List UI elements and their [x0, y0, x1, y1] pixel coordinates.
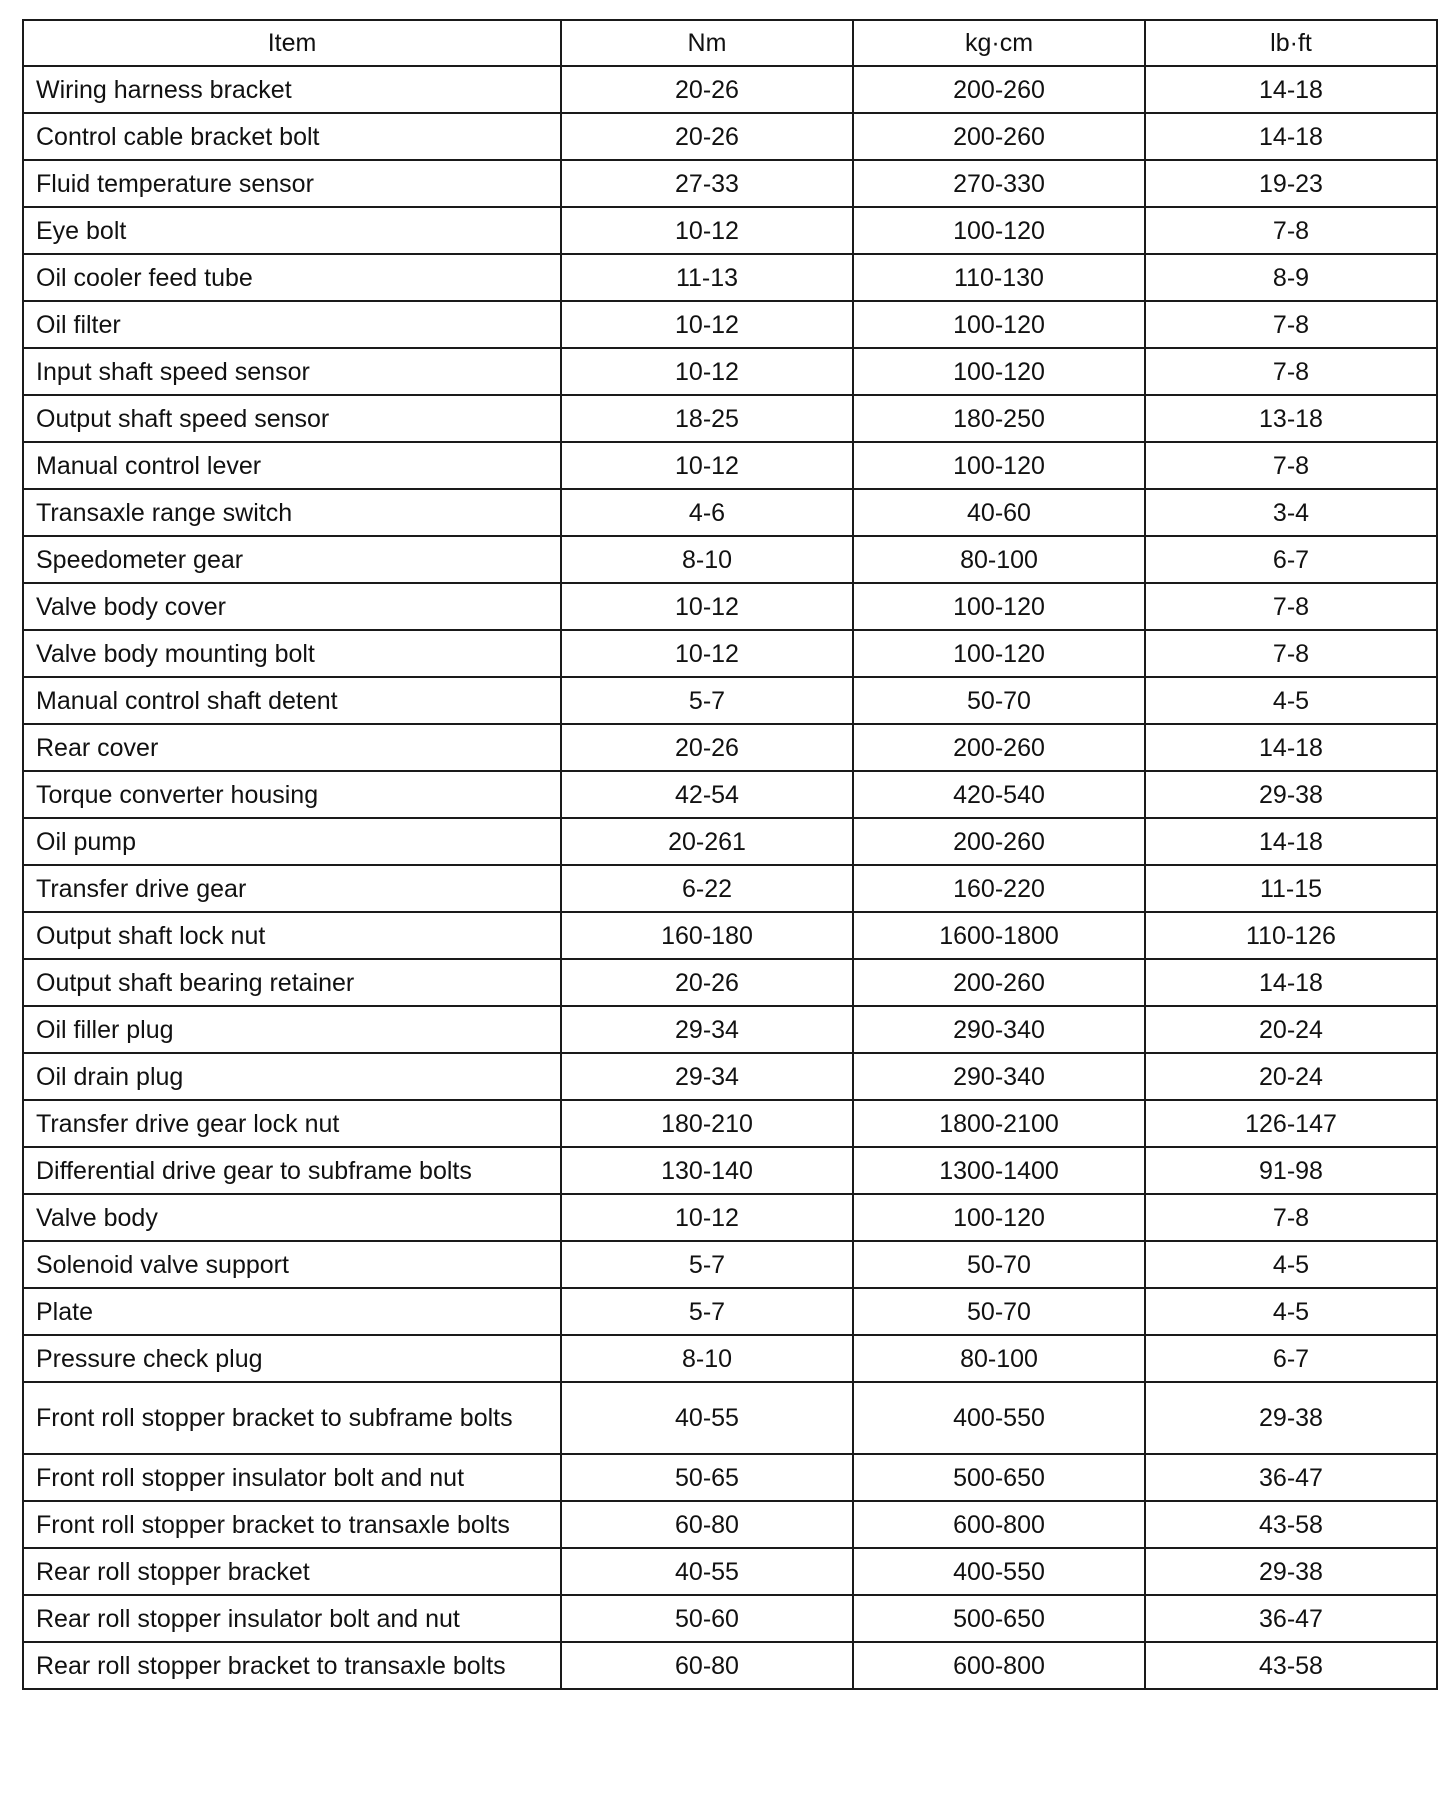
- cell-kgcm: 100-120: [853, 583, 1145, 630]
- cell-kgcm: 50-70: [853, 1288, 1145, 1335]
- cell-kgcm: 200-260: [853, 113, 1145, 160]
- cell-kgcm: 40-60: [853, 489, 1145, 536]
- cell-lbft: 13-18: [1145, 395, 1437, 442]
- table-row: [23, 959, 1437, 1006]
- cell-kgcm: 400-550: [853, 1382, 1145, 1454]
- cell-item: Rear cover: [23, 724, 561, 771]
- cell-kgcm: 100-120: [853, 207, 1145, 254]
- cell-kgcm: 100-120: [853, 1194, 1145, 1241]
- table-row: [23, 1454, 1437, 1501]
- cell-kgcm: 160-220: [853, 865, 1145, 912]
- cell-nm: 50-65: [561, 1454, 853, 1501]
- cell-nm: 40-55: [561, 1548, 853, 1595]
- cell-nm: 40-55: [561, 1382, 853, 1454]
- cell-lbft: 36-47: [1145, 1595, 1437, 1642]
- cell-lbft: 11-15: [1145, 865, 1437, 912]
- table-row: [23, 1382, 1437, 1454]
- table-row: [23, 1642, 1437, 1689]
- cell-kgcm: 1600-1800: [853, 912, 1145, 959]
- cell-kgcm: 290-340: [853, 1053, 1145, 1100]
- cell-nm: 29-34: [561, 1053, 853, 1100]
- cell-kgcm: 420-540: [853, 771, 1145, 818]
- table-row: [23, 1147, 1437, 1194]
- cell-lbft: 7-8: [1145, 301, 1437, 348]
- cell-kgcm: 1800-2100: [853, 1100, 1145, 1147]
- cell-nm: 20-26: [561, 959, 853, 1006]
- table-row: [23, 630, 1437, 677]
- cell-item: Plate: [23, 1288, 561, 1335]
- cell-item: Oil drain plug: [23, 1053, 561, 1100]
- cell-lbft: 7-8: [1145, 207, 1437, 254]
- cell-nm: 18-25: [561, 395, 853, 442]
- cell-lbft: 14-18: [1145, 724, 1437, 771]
- table-row: [23, 1595, 1437, 1642]
- cell-lbft: 4-5: [1145, 1288, 1437, 1335]
- cell-item: Oil filter: [23, 301, 561, 348]
- table-row: [23, 583, 1437, 630]
- cell-lbft: 14-18: [1145, 113, 1437, 160]
- cell-nm: 8-10: [561, 536, 853, 583]
- cell-lbft: 7-8: [1145, 442, 1437, 489]
- cell-lbft: 29-38: [1145, 1548, 1437, 1595]
- table-row: [23, 1241, 1437, 1288]
- cell-item: Output shaft speed sensor: [23, 395, 561, 442]
- cell-kgcm: 100-120: [853, 301, 1145, 348]
- cell-item: Rear roll stopper insulator bolt and nut: [23, 1595, 561, 1642]
- cell-nm: 11-13: [561, 254, 853, 301]
- cell-kgcm: 1300-1400: [853, 1147, 1145, 1194]
- table-row: [23, 301, 1437, 348]
- cell-nm: 20-261: [561, 818, 853, 865]
- cell-nm: 60-80: [561, 1642, 853, 1689]
- cell-item: Speedometer gear: [23, 536, 561, 583]
- cell-item: Oil cooler feed tube: [23, 254, 561, 301]
- table-row: [23, 1100, 1437, 1147]
- cell-lbft: 6-7: [1145, 1335, 1437, 1382]
- cell-nm: 10-12: [561, 583, 853, 630]
- table-row: [23, 254, 1437, 301]
- cell-lbft: 29-38: [1145, 771, 1437, 818]
- cell-nm: 20-26: [561, 113, 853, 160]
- cell-item: Front roll stopper insulator bolt and nut: [23, 1454, 561, 1501]
- cell-item: Manual control shaft detent: [23, 677, 561, 724]
- header-kgcm: kg·cm: [853, 20, 1145, 66]
- table-row: [23, 395, 1437, 442]
- cell-kgcm: 50-70: [853, 1241, 1145, 1288]
- cell-item: Transfer drive gear: [23, 865, 561, 912]
- cell-kgcm: 100-120: [853, 348, 1145, 395]
- cell-nm: 20-26: [561, 724, 853, 771]
- cell-item: Manual control lever: [23, 442, 561, 489]
- cell-item: Eye bolt: [23, 207, 561, 254]
- cell-nm: 20-26: [561, 66, 853, 113]
- cell-nm: 10-12: [561, 630, 853, 677]
- cell-lbft: 4-5: [1145, 677, 1437, 724]
- cell-lbft: 126-147: [1145, 1100, 1437, 1147]
- cell-item: Front roll stopper bracket to subframe bolts: [23, 1382, 561, 1454]
- cell-item: Transfer drive gear lock nut: [23, 1100, 561, 1147]
- cell-lbft: 3-4: [1145, 489, 1437, 536]
- cell-lbft: 4-5: [1145, 1241, 1437, 1288]
- header-lbft: lb·ft: [1145, 20, 1437, 66]
- cell-kgcm: 200-260: [853, 724, 1145, 771]
- cell-nm: 5-7: [561, 677, 853, 724]
- cell-nm: 27-33: [561, 160, 853, 207]
- cell-lbft: 6-7: [1145, 536, 1437, 583]
- cell-lbft: 7-8: [1145, 1194, 1437, 1241]
- cell-lbft: 7-8: [1145, 583, 1437, 630]
- table-row: [23, 160, 1437, 207]
- cell-lbft: 14-18: [1145, 959, 1437, 1006]
- cell-nm: 10-12: [561, 348, 853, 395]
- table-row: [23, 1335, 1437, 1382]
- table-row: [23, 771, 1437, 818]
- cell-lbft: 7-8: [1145, 348, 1437, 395]
- cell-nm: 10-12: [561, 301, 853, 348]
- cell-item: Output shaft lock nut: [23, 912, 561, 959]
- cell-kgcm: 200-260: [853, 66, 1145, 113]
- cell-nm: 29-34: [561, 1006, 853, 1053]
- cell-kgcm: 400-550: [853, 1548, 1145, 1595]
- cell-item: Valve body cover: [23, 583, 561, 630]
- cell-item: Input shaft speed sensor: [23, 348, 561, 395]
- table-row: [23, 865, 1437, 912]
- table-row: [23, 1501, 1437, 1548]
- cell-nm: 5-7: [561, 1241, 853, 1288]
- cell-item: Differential drive gear to subframe bolts: [23, 1147, 561, 1194]
- table-body: [23, 66, 1437, 1689]
- cell-item: Rear roll stopper bracket to transaxle bolts: [23, 1642, 561, 1689]
- header-nm: Nm: [561, 20, 853, 66]
- table-row: [23, 489, 1437, 536]
- cell-nm: 4-6: [561, 489, 853, 536]
- cell-lbft: 14-18: [1145, 66, 1437, 113]
- cell-kgcm: 600-800: [853, 1642, 1145, 1689]
- table-row: [23, 818, 1437, 865]
- table-row: [23, 442, 1437, 489]
- table-row: [23, 1288, 1437, 1335]
- table-row: [23, 1194, 1437, 1241]
- cell-lbft: 20-24: [1145, 1006, 1437, 1053]
- cell-item: Output shaft bearing retainer: [23, 959, 561, 1006]
- table-header-row: [23, 20, 1437, 66]
- table-row: [23, 912, 1437, 959]
- cell-item: Control cable bracket bolt: [23, 113, 561, 160]
- table-row: [23, 677, 1437, 724]
- cell-nm: 10-12: [561, 207, 853, 254]
- cell-kgcm: 50-70: [853, 677, 1145, 724]
- cell-kgcm: 80-100: [853, 1335, 1145, 1382]
- table-row: [23, 1006, 1437, 1053]
- cell-item: Fluid temperature sensor: [23, 160, 561, 207]
- cell-item: Oil pump: [23, 818, 561, 865]
- table-row: [23, 348, 1437, 395]
- cell-lbft: 7-8: [1145, 630, 1437, 677]
- cell-kgcm: 600-800: [853, 1501, 1145, 1548]
- cell-kgcm: 270-330: [853, 160, 1145, 207]
- cell-nm: 10-12: [561, 442, 853, 489]
- cell-item: Rear roll stopper bracket: [23, 1548, 561, 1595]
- cell-kgcm: 100-120: [853, 442, 1145, 489]
- cell-item: Transaxle range switch: [23, 489, 561, 536]
- table-row: [23, 536, 1437, 583]
- cell-kgcm: 200-260: [853, 959, 1145, 1006]
- cell-lbft: 43-58: [1145, 1642, 1437, 1689]
- cell-nm: 60-80: [561, 1501, 853, 1548]
- table-row: [23, 1548, 1437, 1595]
- cell-kgcm: 80-100: [853, 536, 1145, 583]
- cell-nm: 6-22: [561, 865, 853, 912]
- cell-item: Pressure check plug: [23, 1335, 561, 1382]
- cell-item: Wiring harness bracket: [23, 66, 561, 113]
- table-row: [23, 724, 1437, 771]
- cell-item: Oil filler plug: [23, 1006, 561, 1053]
- cell-kgcm: 100-120: [853, 630, 1145, 677]
- cell-nm: 42-54: [561, 771, 853, 818]
- cell-lbft: 36-47: [1145, 1454, 1437, 1501]
- torque-specification-table: [22, 19, 1438, 1690]
- cell-kgcm: 180-250: [853, 395, 1145, 442]
- cell-item: Torque converter housing: [23, 771, 561, 818]
- cell-kgcm: 290-340: [853, 1006, 1145, 1053]
- cell-kgcm: 110-130: [853, 254, 1145, 301]
- cell-nm: 130-140: [561, 1147, 853, 1194]
- cell-lbft: 8-9: [1145, 254, 1437, 301]
- cell-lbft: 14-18: [1145, 818, 1437, 865]
- table-row: [23, 207, 1437, 254]
- header-item: Item: [23, 20, 561, 66]
- cell-nm: 8-10: [561, 1335, 853, 1382]
- cell-lbft: 43-58: [1145, 1501, 1437, 1548]
- cell-item: Solenoid valve support: [23, 1241, 561, 1288]
- cell-kgcm: 500-650: [853, 1454, 1145, 1501]
- cell-lbft: 20-24: [1145, 1053, 1437, 1100]
- cell-lbft: 19-23: [1145, 160, 1437, 207]
- cell-lbft: 91-98: [1145, 1147, 1437, 1194]
- cell-lbft: 29-38: [1145, 1382, 1437, 1454]
- table-row: [23, 66, 1437, 113]
- cell-item: Valve body: [23, 1194, 561, 1241]
- cell-lbft: 110-126: [1145, 912, 1437, 959]
- cell-nm: 180-210: [561, 1100, 853, 1147]
- cell-kgcm: 200-260: [853, 818, 1145, 865]
- cell-item: Valve body mounting bolt: [23, 630, 561, 677]
- table-row: [23, 1053, 1437, 1100]
- cell-kgcm: 500-650: [853, 1595, 1145, 1642]
- table-row: [23, 113, 1437, 160]
- cell-nm: 160-180: [561, 912, 853, 959]
- cell-nm: 10-12: [561, 1194, 853, 1241]
- cell-nm: 50-60: [561, 1595, 853, 1642]
- cell-item: Front roll stopper bracket to transaxle bolts: [23, 1501, 561, 1548]
- cell-nm: 5-7: [561, 1288, 853, 1335]
